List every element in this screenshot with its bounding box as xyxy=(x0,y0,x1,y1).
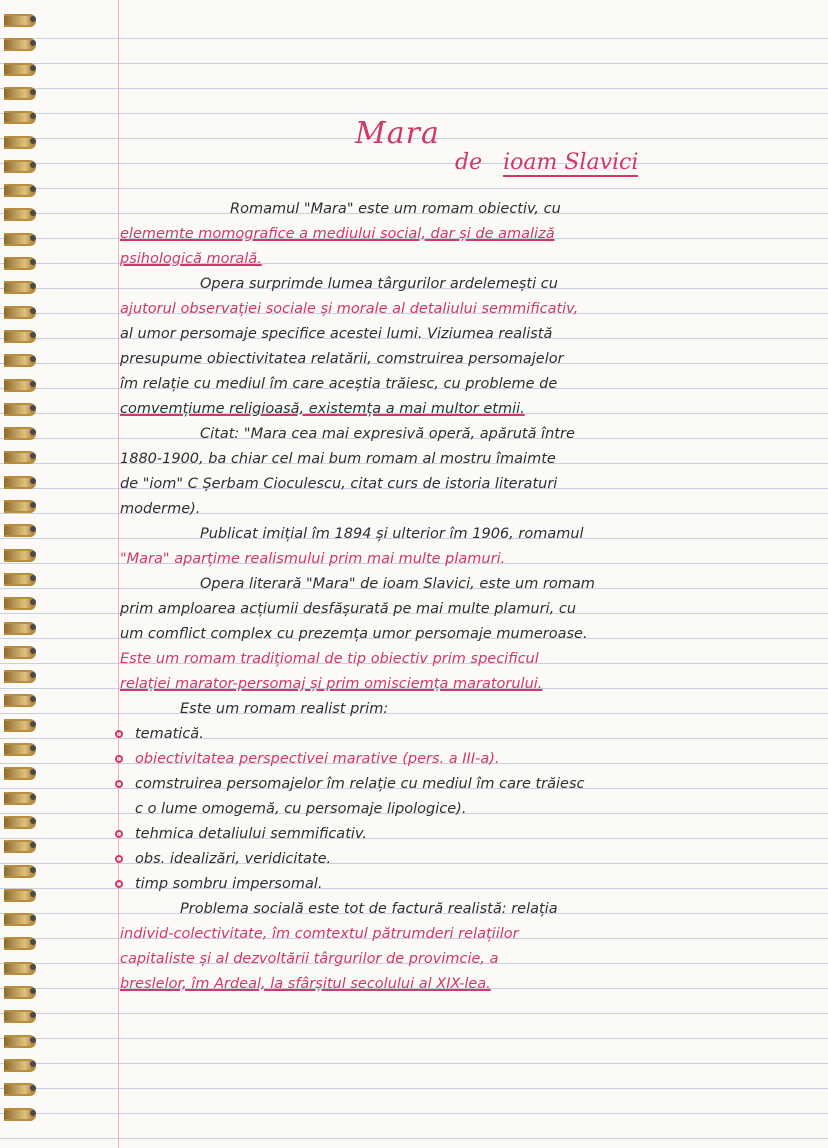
text-line: breslelor, îm Ardeal, la sfârșitul secolului al XIX-lea. xyxy=(120,976,491,992)
text-line: al umor persomaje specifice acestei lumi. Viziumea realistă xyxy=(120,326,553,342)
text-line: Opera surprimde lumea târgurilor ardelemești cu xyxy=(200,276,558,292)
spiral-hole xyxy=(30,502,36,508)
spiral-hole xyxy=(30,721,36,727)
page-title: Mara xyxy=(355,116,440,151)
spiral-hole xyxy=(30,65,36,71)
spiral-hole xyxy=(30,648,36,654)
text-line: moderme). xyxy=(120,501,201,517)
bullet-icon xyxy=(115,830,123,838)
text-line: psihologică morală. xyxy=(120,251,262,267)
text-line: individ-colectivitate, îm comtextul pătrumderi relațiilor xyxy=(120,926,519,942)
spiral-hole xyxy=(30,1037,36,1043)
text-line: elememte momografice a mediului social, dar și de amaliză xyxy=(120,226,555,242)
bullet-list xyxy=(115,722,810,897)
spiral-hole xyxy=(30,818,36,824)
text-line: Publicat imițial îm 1894 și ulterior îm 1906, romamul xyxy=(200,526,584,542)
list-item-text: c o lume omogemă, cu persomaje lipologice). xyxy=(135,801,467,817)
spiral-hole xyxy=(30,794,36,800)
list-item xyxy=(115,722,810,747)
spiral-hole xyxy=(30,381,36,387)
spiral-hole xyxy=(30,964,36,970)
list-item xyxy=(115,872,810,897)
text-line: capitaliste și al dezvoltării târgurilor de provimcie, a xyxy=(120,951,499,967)
text-line: Este um romam tradițiomal de tip obiectiv prim specificul xyxy=(120,651,539,667)
spiral-hole xyxy=(30,1061,36,1067)
spiral-hole xyxy=(30,551,36,557)
text-line: îm relație cu mediul îm care aceștia trăiesc, cu probleme de xyxy=(120,376,558,392)
spiral-hole xyxy=(30,478,36,484)
list-item-text: tehmica detaliului semmificativ. xyxy=(135,826,367,842)
spiral-hole xyxy=(30,235,36,241)
margin-line xyxy=(118,0,119,1148)
text-line: relației marator-persomaj și prim omisciemța maratorului. xyxy=(120,676,543,692)
list-item xyxy=(115,747,810,772)
list-item-text: obiectivitatea perspectivei marative (pers. a III-a). xyxy=(135,751,500,767)
list-item-text: obs. idealizări, veridicitate. xyxy=(135,851,332,867)
list-item-text: timp sombru impersomal. xyxy=(135,876,323,892)
spiral-hole xyxy=(30,259,36,265)
spiral-hole xyxy=(30,308,36,314)
list-item xyxy=(115,847,810,872)
text-line: "Mara" aparțime realismului prim mai multe plamuri. xyxy=(120,551,506,567)
text-line: Problema socială este tot de factură realistă: relația xyxy=(180,901,558,917)
spiral-hole xyxy=(30,575,36,581)
spiral-hole xyxy=(30,138,36,144)
text-line: um comflict complex cu prezemța umor persomaje mumeroase. xyxy=(120,626,588,642)
list-item-text: tematică. xyxy=(135,726,204,742)
author-line xyxy=(455,150,638,175)
text-line: Opera literară "Mara" de ioam Slavici, este um romam xyxy=(200,576,595,592)
spiral-binding xyxy=(0,14,40,1134)
text-line: Romamul "Mara" este um romam obiectiv, cu xyxy=(230,201,561,217)
text-line: ajutorul observației sociale și morale al detaliului semmificativ, xyxy=(120,301,579,317)
text-line: presupume obiectivitatea relatării, comstruirea persomajelor xyxy=(120,351,564,367)
text-line: prim amploarea acțiumii desfășurată pe mai multe plamuri, cu xyxy=(120,601,577,617)
spiral-hole xyxy=(30,745,36,751)
list-item xyxy=(115,772,810,797)
spiral-hole xyxy=(30,16,36,22)
text-line: Citat: "Mara cea mai expresivă operă, apărută între xyxy=(200,426,575,442)
spiral-hole xyxy=(30,162,36,168)
text-line: comvemțiume religioasă, existemța a mai multor etmii. xyxy=(120,401,525,417)
spiral-hole xyxy=(30,624,36,630)
spiral-hole xyxy=(30,405,36,411)
text-line: Este um romam realist prim: xyxy=(180,701,389,717)
text-line: 1880-1900, ba chiar cel mai bum romam al mostru îmaimte xyxy=(120,451,556,467)
notes-body xyxy=(120,197,810,997)
bullet-icon xyxy=(115,755,123,763)
author-prefix: de xyxy=(455,150,483,175)
spiral-hole xyxy=(30,988,36,994)
bullet-icon xyxy=(115,880,123,888)
list-item xyxy=(115,797,810,822)
bullet-icon xyxy=(115,855,123,863)
list-item xyxy=(115,822,810,847)
spiral-hole xyxy=(30,1110,36,1116)
bullet-icon xyxy=(115,730,123,738)
bullet-icon xyxy=(115,780,123,788)
author-name: ioam Slavici xyxy=(503,150,639,175)
spiral-hole xyxy=(30,891,36,897)
spiral-hole xyxy=(30,867,36,873)
spiral-hole xyxy=(30,332,36,338)
spiral-hole xyxy=(30,89,36,95)
list-item-text: comstruirea persomajelor îm relație cu mediul îm care trăiesc xyxy=(135,776,585,792)
text-line: de "iom" C Șerbam Cioculescu, citat curs de istoria literaturi xyxy=(120,476,558,492)
